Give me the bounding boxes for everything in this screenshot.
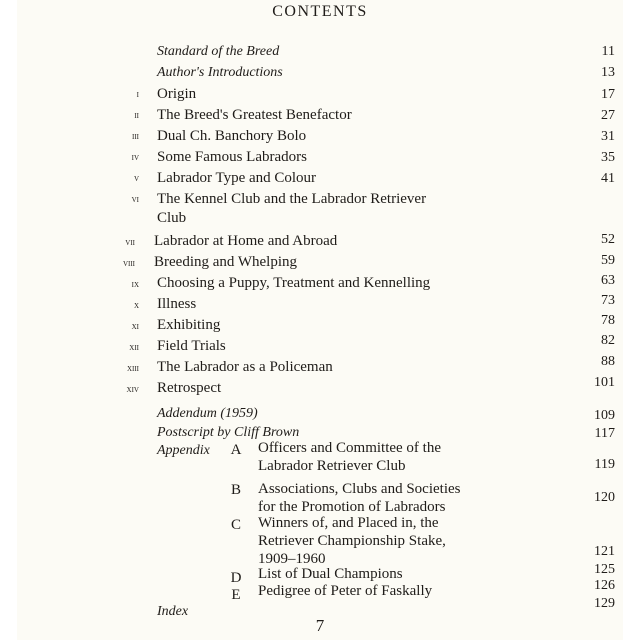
chapter-page: 63 (601, 273, 615, 288)
appendix-letter: E (231, 587, 241, 603)
appendix-line: 1909–1960 (258, 551, 326, 567)
chapter-num: vii (125, 237, 135, 248)
chapter-num: ii (134, 110, 139, 121)
chapter-title: The Breed's Greatest Benefactor (157, 107, 352, 123)
contents-page (17, 0, 623, 640)
appendix-line: Pedigree of Peter of Faskally (258, 583, 433, 599)
chapter-title-line1: The Kennel Club and the Labrador Retriever (157, 191, 427, 207)
chapter-title: Choosing a Puppy, Treatment and Kennelling (157, 275, 431, 291)
index-page: 129 (594, 596, 615, 611)
chapter-page: 41 (601, 171, 615, 186)
front-intro-title: Author's Introductions (157, 65, 283, 80)
index-title: Index (157, 604, 189, 619)
chapter-page: 88 (601, 354, 615, 369)
appendix-page: 120 (594, 490, 615, 505)
front-standard-page: 11 (601, 44, 615, 59)
chapter-title: The Labrador as a Policeman (157, 359, 333, 375)
postscript-title: Postscript by Cliff Brown (157, 425, 300, 440)
appendix-page: 125 (594, 562, 615, 577)
chapter-page: 73 (601, 293, 615, 308)
chapter-num: v (133, 173, 139, 184)
appendix-letter: B (230, 482, 241, 498)
chapter-num: xi (131, 321, 139, 332)
chapter-page: 82 (601, 333, 615, 348)
appendix-line: List of Dual Champions (258, 566, 403, 582)
chapter-page: 59 (601, 253, 615, 268)
chapter-num: iv (131, 152, 139, 163)
chapter-title: Retrospect (157, 380, 222, 396)
chapter-num: iii (132, 131, 139, 142)
chapter-title: Dual Ch. Banchory Bolo (157, 128, 307, 144)
front-standard-title: Standard of the Breed (157, 44, 280, 59)
appendix-line: Associations, Clubs and Societies (258, 481, 461, 497)
appendix-line: Winners of, and Placed in, the (258, 515, 439, 531)
chapter-num: ix (131, 279, 139, 290)
chapter-title-line2: Club (157, 210, 187, 226)
chapter-page: 78 (601, 313, 615, 328)
addendum-page: 109 (594, 408, 615, 423)
chapter-num: xii (129, 342, 139, 353)
chapter-title: Some Famous Labradors (157, 149, 307, 165)
chapter-page: 35 (601, 150, 615, 165)
appendix-line: Labrador Retriever Club (258, 458, 406, 474)
chapter-num: i (136, 89, 139, 100)
chapter-num: xiv (126, 384, 139, 395)
postscript-page: 117 (594, 426, 615, 441)
appendix-letter: A (230, 442, 242, 458)
chapter-page: 31 (601, 129, 615, 144)
appendix-line: Retriever Championship Stake, (258, 533, 446, 549)
appendix-page: 126 (594, 578, 615, 593)
appendix-page: 119 (594, 457, 615, 472)
page-number: 7 (315, 616, 325, 635)
appendix-letter: D (230, 570, 242, 586)
appendix-label: Appendix (157, 443, 210, 458)
front-intro-page: 13 (601, 65, 615, 80)
chapter-num: vi (131, 194, 139, 205)
appendix-letter: C (230, 517, 241, 533)
chapter-page: 27 (601, 108, 615, 123)
chapter-title: Illness (157, 296, 197, 312)
chapter-title: Labrador Type and Colour (157, 170, 317, 186)
chapter-title: Origin (157, 86, 197, 102)
chapter-title: Labrador at Home and Abroad (154, 233, 338, 249)
page-title: CONTENTS (272, 3, 368, 20)
appendix-line: Officers and Committee of the (258, 440, 442, 456)
chapter-page: 52 (601, 232, 615, 247)
chapter-page: 17 (601, 87, 615, 102)
chapter-title: Exhibiting (157, 317, 221, 333)
appendix-line: for the Promotion of Labradors (258, 499, 446, 515)
chapter-page: 101 (594, 375, 615, 390)
chapter-num: x (133, 300, 139, 311)
appendix-page: 121 (594, 544, 615, 559)
chapter-num: viii (122, 258, 135, 269)
chapter-title: Field Trials (157, 338, 226, 354)
chapter-title: Breeding and Whelping (154, 254, 298, 270)
addendum-title: Addendum (1959) (157, 406, 258, 421)
chapter-num: xiii (126, 363, 139, 374)
